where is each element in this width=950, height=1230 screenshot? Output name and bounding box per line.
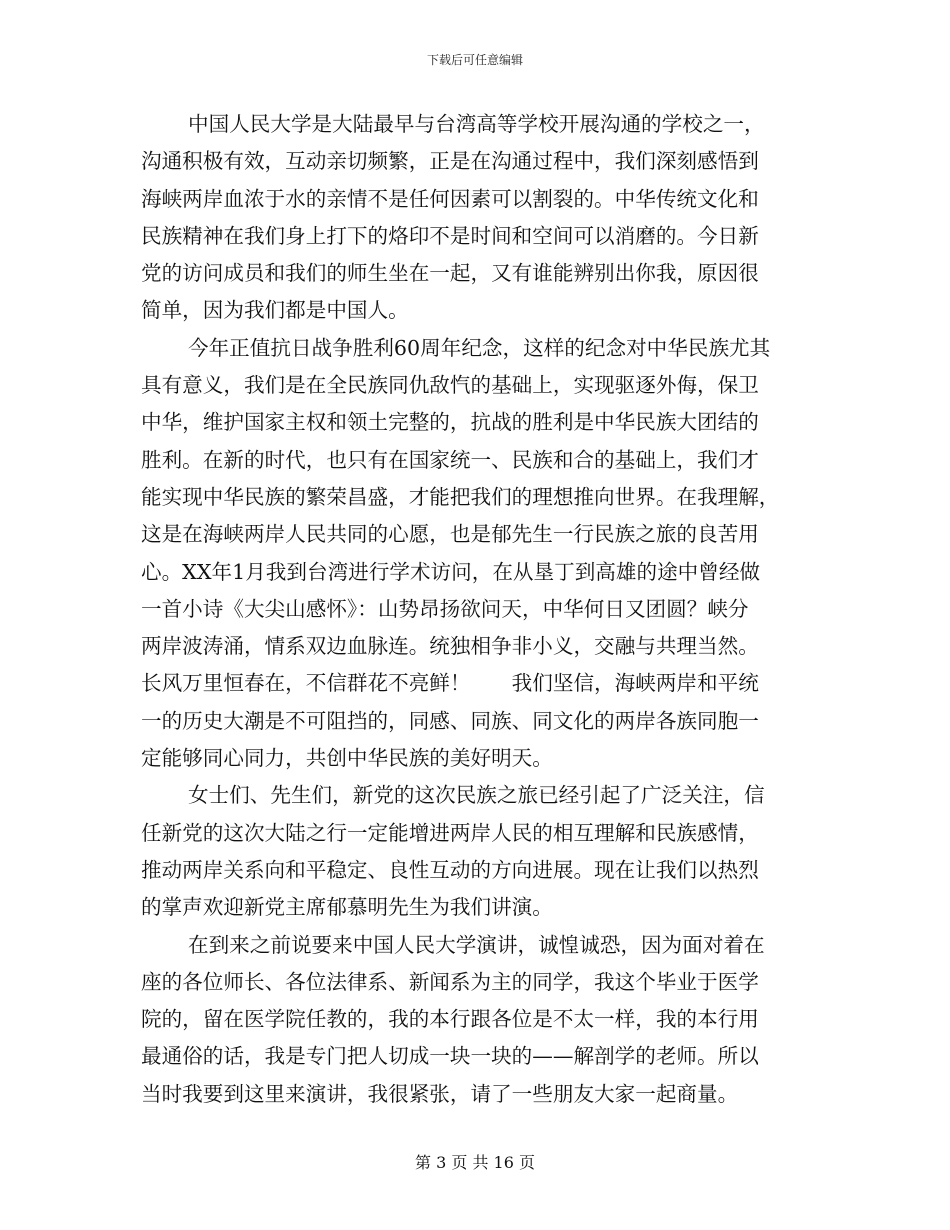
paragraph-line: 一的历史大潮是不可阻挡的，同感、同族、同文化的两岸各族同胞一 — [141, 708, 759, 733]
paragraph-line: 今年正值抗日战争胜利60周年纪念，这样的纪念对中华民族尤其 — [188, 335, 771, 360]
paragraph-line: 在到来之前说要来中国人民大学演讲，诚惶诚恐，因为面对着在 — [188, 932, 765, 957]
paragraph-line: 中国人民大学是大陆最早与台湾高等学校开展沟通的学校之一， — [188, 112, 765, 136]
paragraph-line: 海峡两岸血浓于水的亲情不是任何因素可以割裂的。中华传统文化和 — [141, 186, 759, 211]
page-header: 下载后可任意编辑 — [426, 53, 523, 67]
paragraph-line: 简单，因为我们都是中国人。 — [141, 298, 409, 323]
paragraph-line: 党的访问成员和我们的师生坐在一起，又有谁能辨别出你我，原因很 — [141, 261, 759, 286]
paragraph-line: 两岸波涛涌，情系双边血脉连。统独相争非小义，交融与共理当然。 — [141, 634, 759, 659]
paragraph-line: 长风万里恒春在，不信群花不亮鲜！ 我们坚信，海峡两岸和平统 — [141, 671, 759, 696]
paragraph-line: 胜利。在新的时代，也只有在国家统一、民族和合的基础上，我们才 — [141, 447, 759, 472]
paragraph-line: 女士们、先生们，新党的这次民族之旅已经引起了广泛关注，信 — [188, 783, 765, 808]
paragraph-line: 心。XX年1月我到台湾进行学术访问，在从垦丁到高雄的途中曾经做 — [141, 559, 761, 584]
paragraph-line: 能实现中华民族的繁荣昌盛，才能把我们的理想推向世界。在我理解， — [141, 484, 780, 509]
paragraph-line: 定能够同心同力，共创中华民族的美好明天。 — [141, 746, 553, 771]
paragraph-line: 院的，留在医学院任教的，我的本行跟各位是不太一样，我的本行用 — [141, 1007, 759, 1032]
paragraph-line: 推动两岸关系向和平稳定、良性互动的方向进展。现在让我们以热烈 — [141, 857, 759, 882]
paragraph-line: 任新党的这次大陆之行一定能增进两岸人民的相互理解和民族感情， — [141, 820, 759, 845]
paragraph-line: 座的各位师长、各位法律系、新闻系为主的同学，我这个毕业于医学 — [141, 969, 759, 994]
paragraph-line: 最通俗的话，我是专门把人切成一块一块的——解剖学的老师。所以 — [141, 1044, 759, 1069]
paragraph-line: 沟通积极有效，互动亲切频繁，正是在沟通过程中，我们深刻感悟到 — [141, 149, 759, 174]
document-body — [141, 106, 805, 1113]
page-number-footer: 第 3 页 共 16 页 — [415, 1153, 535, 1172]
paragraph-line: 一首小诗《大尖山感怀》：山势昂扬欲问天，中华何日又团圆？峡分 — [141, 596, 749, 621]
paragraph-line: 中华，维护国家主权和领土完整的，抗战的胜利是中华民族大团结的 — [141, 410, 759, 435]
paragraph-line: 的掌声欢迎新党主席郁慕明先生为我们讲演。 — [141, 895, 553, 920]
paragraph-line: 民族精神在我们身上打下的烙印不是时间和空间可以消磨的。今日新 — [141, 223, 759, 248]
paragraph-line: 具有意义，我们是在全民族同仇敌忾的基础上，实现驱逐外侮，保卫 — [141, 373, 759, 398]
paragraph-line: 当时我要到这里来演讲，我很紧张，请了一些朋友大家一起商量。 — [141, 1081, 739, 1106]
paragraph-line: 这是在海峡两岸人民共同的心愿，也是郁先生一行民族之旅的良苦用 — [141, 522, 759, 547]
